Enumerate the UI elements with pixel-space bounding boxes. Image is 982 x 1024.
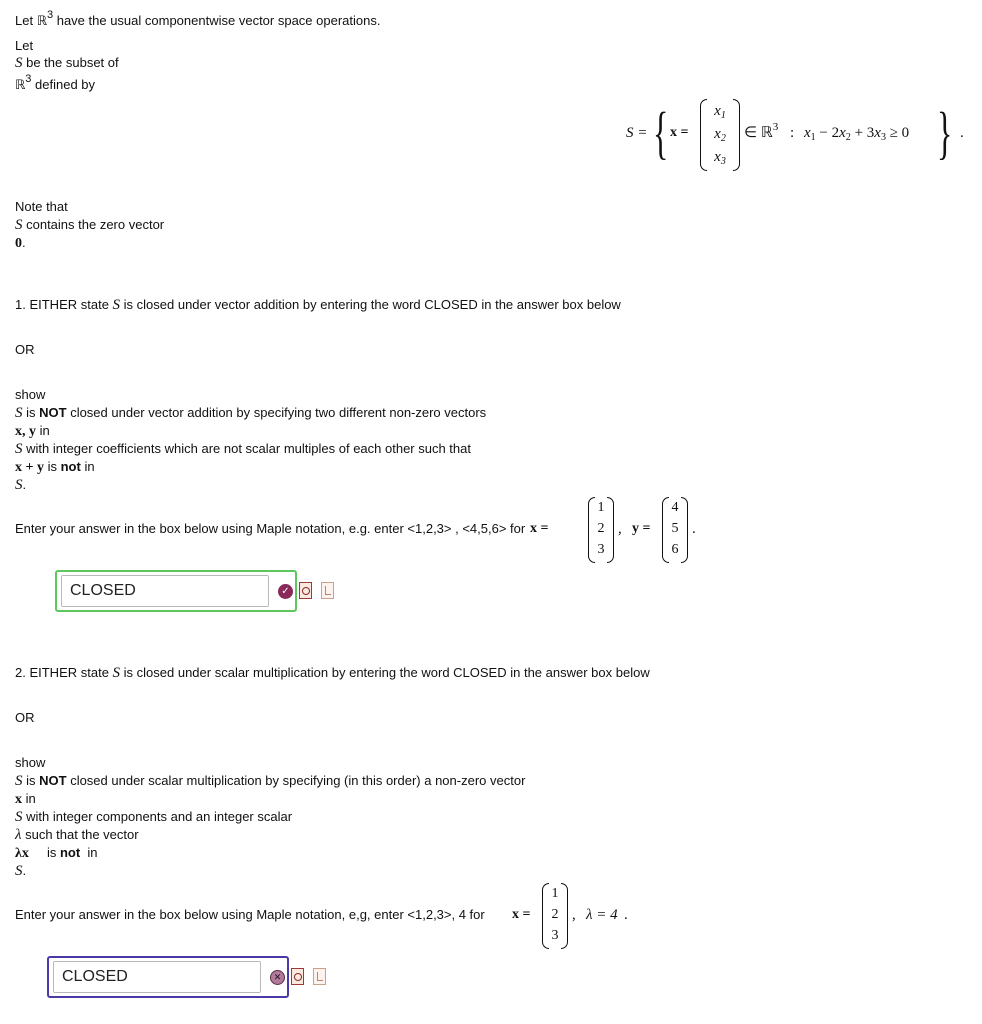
q2-example-vector-x: 1 2 3 xyxy=(542,883,568,949)
q2-line-6: λx is not in xyxy=(15,845,98,861)
help-document-icon[interactable] xyxy=(321,582,334,599)
q1-show: show xyxy=(15,387,46,402)
preview-document-icon[interactable] xyxy=(291,968,304,985)
q1-y-eq: y = xyxy=(632,521,651,536)
q2-lambda-eq: λ = 4 xyxy=(586,907,618,923)
formula-colon: : xyxy=(790,125,795,141)
note-line-1: Note that xyxy=(15,199,68,214)
q2-heading: 2. EITHER state S is closed under scalar multiplication by entering the word CLOSED in the answer box below xyxy=(15,665,650,681)
formula-vector-x: $x_1$ $x_2$ $x_3$ xyxy=(700,99,740,171)
formula-x-eq: x = xyxy=(670,125,689,140)
q1-answer-frame xyxy=(55,570,297,612)
help-document-icon[interactable] xyxy=(313,968,326,985)
q1-example-vector-x: 1 2 3 xyxy=(588,497,614,563)
intro-let: Let xyxy=(15,38,34,53)
formula-lhs: S = xyxy=(626,125,648,141)
real-numbers-symbol: ℝ xyxy=(36,14,47,29)
preview-document-icon[interactable] xyxy=(299,582,312,599)
formula-period: . xyxy=(960,125,964,141)
correct-check-icon: ✓ xyxy=(278,584,293,599)
q1-example-vector-y: 4 5 6 xyxy=(662,497,688,563)
q1-comma: , xyxy=(618,521,622,537)
q2-show: show xyxy=(15,755,46,770)
q2-or: OR xyxy=(15,710,35,725)
formula-in-r3: ∈ ℝ$^3$ xyxy=(744,121,779,141)
q2-line-7: S. xyxy=(15,863,27,879)
q1-heading: 1. EITHER state S is closed under vector addition by entering the word CLOSED in the answer box below xyxy=(15,297,621,313)
intro-line-r3: ℝ$^3$ defined by xyxy=(15,73,96,93)
q2-answer-input[interactable] xyxy=(53,961,261,993)
intro-line-1: Let ℝ$^3$ have the usual componentwise vector space operations. xyxy=(15,9,381,29)
q1-line-6: S. xyxy=(15,477,27,493)
q1-line-2: S is NOT closed under vector addition by specifying two different non-zero vectors xyxy=(15,405,487,421)
note-line-2: S contains the zero vector xyxy=(15,217,165,233)
q1-end-dot: . xyxy=(692,521,696,537)
q1-x-eq: x = xyxy=(530,521,549,536)
q1-instructions: Enter your answer in the box below using Maple notation, e.g. enter <1,2,3> , <4,5,6> for xyxy=(15,521,526,536)
q2-comma: , xyxy=(572,907,576,923)
q1-line-3: x, y in xyxy=(15,423,50,439)
q2-x-eq: x = xyxy=(512,907,531,922)
q1-or: OR xyxy=(15,342,35,357)
q2-line-5: λ such that the vector xyxy=(15,827,139,843)
q2-end-dot: . xyxy=(624,907,628,923)
q2-answer-frame xyxy=(47,956,289,998)
incorrect-x-icon: ✕ xyxy=(270,970,285,985)
left-brace: { xyxy=(653,100,669,165)
formula-condition: $x_1 - 2x_2 + 3x_3 \ge 0$ xyxy=(804,125,910,143)
right-brace: } xyxy=(937,100,953,165)
q2-line-4: S with integer components and an integer scalar xyxy=(15,809,293,825)
q1-answer-input[interactable] xyxy=(61,575,269,607)
q2-instructions: Enter your answer in the box below using Maple notation, e,g, enter <1,2,3>, 4 for xyxy=(15,907,485,922)
q2-line-2: S is NOT closed under scalar multiplication by specifying (in this order) a non-zero vector xyxy=(15,773,526,789)
q1-line-4: S with integer coefficients which are not scalar multiples of each other such that xyxy=(15,441,471,457)
q1-line-5: x + y is not in xyxy=(15,459,95,475)
note-line-3: 0. xyxy=(15,235,26,251)
intro-line-s: S be the subset of xyxy=(15,55,119,71)
q2-line-3: x in xyxy=(15,791,36,807)
